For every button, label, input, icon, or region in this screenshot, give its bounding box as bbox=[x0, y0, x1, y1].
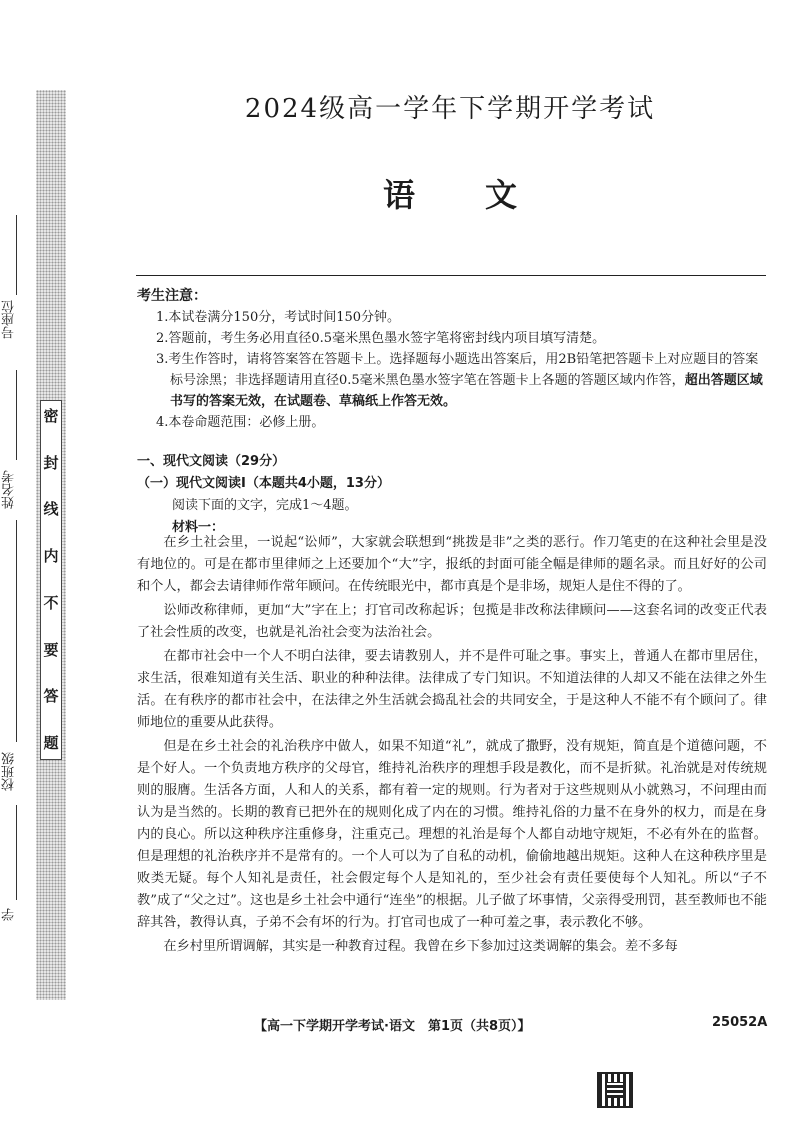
seal-char: 不 bbox=[43, 593, 59, 612]
seal-char: 题 bbox=[43, 733, 59, 752]
seal-char: 要 bbox=[43, 640, 59, 659]
paper-code: 25052A bbox=[712, 1015, 768, 1030]
notice-item bbox=[137, 349, 767, 412]
header-divider bbox=[136, 275, 766, 276]
seat-fill-line[interactable] bbox=[16, 215, 17, 295]
seal-char: 答 bbox=[43, 687, 59, 706]
name-fill-line[interactable] bbox=[16, 370, 17, 460]
student-fill-line[interactable] bbox=[16, 805, 17, 900]
notice-item-text: 3.考生作答时，请将答案答在答题卡上。选择题每小题选出答案后，用2B铅笔把答题卡上对应题目的答案标号涂黑；非选择题请用直径0.5毫米黑色墨水签字笔在答题卡上各题的答题区域内作答， bbox=[156, 352, 759, 388]
passage-paragraph: 在都市社会中一个人不明白法律，要去请教别人，并不是件可耻之事。事实上，普通人在都市里居住，求生活，很难知道有关生活、职业的种种法律。法律成了专门知识。不知道法律的人却又不能在法律之外生活。在有秩序的都市社会中，在法律之外生活就会捣乱社会的共同安全，于是这种人不能不有个顾问了。律师地位的重要从此获得。 bbox=[137, 649, 767, 730]
subsection-heading: （一）现代文阅读Ⅰ（本题共4小题，13分） bbox=[137, 476, 390, 491]
passage-paragraph: 讼师改称律师，更加“大”字在上；打官司改称起诉；包揽是非改称法律顾问——这套名词的改变正代表了社会性质的改变，也就是礼治社会变为法治社会。 bbox=[137, 603, 767, 640]
notice-title: 考生注意： bbox=[137, 288, 207, 304]
school-fill-line[interactable] bbox=[16, 520, 17, 742]
notice-block bbox=[137, 286, 767, 433]
notice-item: 4.本卷命题范围：必修上册。 bbox=[156, 415, 325, 430]
seal-char: 封 bbox=[43, 453, 59, 472]
passage-paragraph: 但是在乡土社会的礼治秩序中做人，如果不知道“礼”，就成了撒野，没有规矩，简直是个道德问题，不是个好人。一个负责地方秩序的父母官，维持礼治秩序的理想手段是教化，而不是折狱。礼治就是对传统规则的服膺。生活各方面，人和人的关系，都有着一定的规则。行为者对于这些规则从小就熟习，不问理由而认为是当然的。长期的教育已把外在的规则化成了内在的习惯。维持礼俗的力量不在身外的权力，而是在身内的良心。所以这种秩序注重修身，注重克己。理想的礼治是每个人都自动地守规矩，不必有外在的监督。但是理想的礼治秩序并不是常有的。一个人可以为了自私的动机，偷偷地越出规矩。这种人在这种秩序里是败类无疑。每个人知礼是责任，社会假定每个人是知礼的，至少社会有责任要使每个人知礼。所以“子不教”成了“父之过”。这也是乡土社会中通行“连坐”的根据。儿子做了坏事情，父亲得受刑罚，甚至教师也不能辞其咎，教得认真，子弟不会有坏的行为。打官司也成了一种可羞之事，表示教化不够。 bbox=[137, 739, 767, 930]
notice-item-emphasis: 超出答题区域书写的答案无效，在试题卷、草稿纸上作答无效。 bbox=[170, 373, 763, 409]
seal-char: 线 bbox=[43, 500, 59, 519]
subject-title: 语文 bbox=[382, 176, 587, 214]
passage-paragraph: 在乡村里所谓调解，其实是一种教育过程。我曾在乡下参加过这类调解的集会。差不多每 bbox=[163, 939, 678, 954]
name-label: 姓名考 bbox=[2, 470, 17, 509]
reading-passage bbox=[137, 532, 767, 958]
section-heading: 一、现代文阅读（29分） bbox=[137, 454, 286, 469]
qr-code-icon bbox=[597, 1072, 633, 1108]
exam-title: 2024级高一学年下学期开学考试 bbox=[244, 94, 656, 124]
student-label: 学 bbox=[2, 908, 17, 921]
seal-char: 密 bbox=[43, 407, 59, 425]
seal-line-box bbox=[40, 400, 62, 760]
reading-instruction: 阅读下面的文字，完成1～4题。 bbox=[172, 498, 358, 513]
seat-number-label: 号座位 bbox=[2, 300, 17, 339]
passage-paragraph: 在乡土社会里，一说起“讼师”，大家就会联想到“挑拨是非”之类的恶行。作刀笔吏的在这种社会里是没有地位的。可是在都市里律师之上还要加个“大”字，报纸的封面可能全幅是律师的题名录。而且好好的公司和个人，都会去请律师作常年顾问。在传统眼光中，都市真是个是非场，规矩人是住不得的了。 bbox=[137, 535, 767, 594]
notice-item: 1.本试卷满分150分，考试时间150分钟。 bbox=[156, 310, 401, 325]
school-class-label: 校班级 bbox=[2, 752, 17, 791]
notice-list bbox=[137, 307, 767, 433]
page-footer: 【高一下学期开学考试·语文 第1页（共8页）】 bbox=[254, 1019, 531, 1034]
seal-char: 内 bbox=[43, 547, 59, 566]
notice-item: 2.答题前，考生务必用直径0.5毫米黑色墨水签字笔将密封线内项目填写清楚。 bbox=[156, 331, 606, 346]
material-label: 材料一： bbox=[172, 520, 225, 535]
